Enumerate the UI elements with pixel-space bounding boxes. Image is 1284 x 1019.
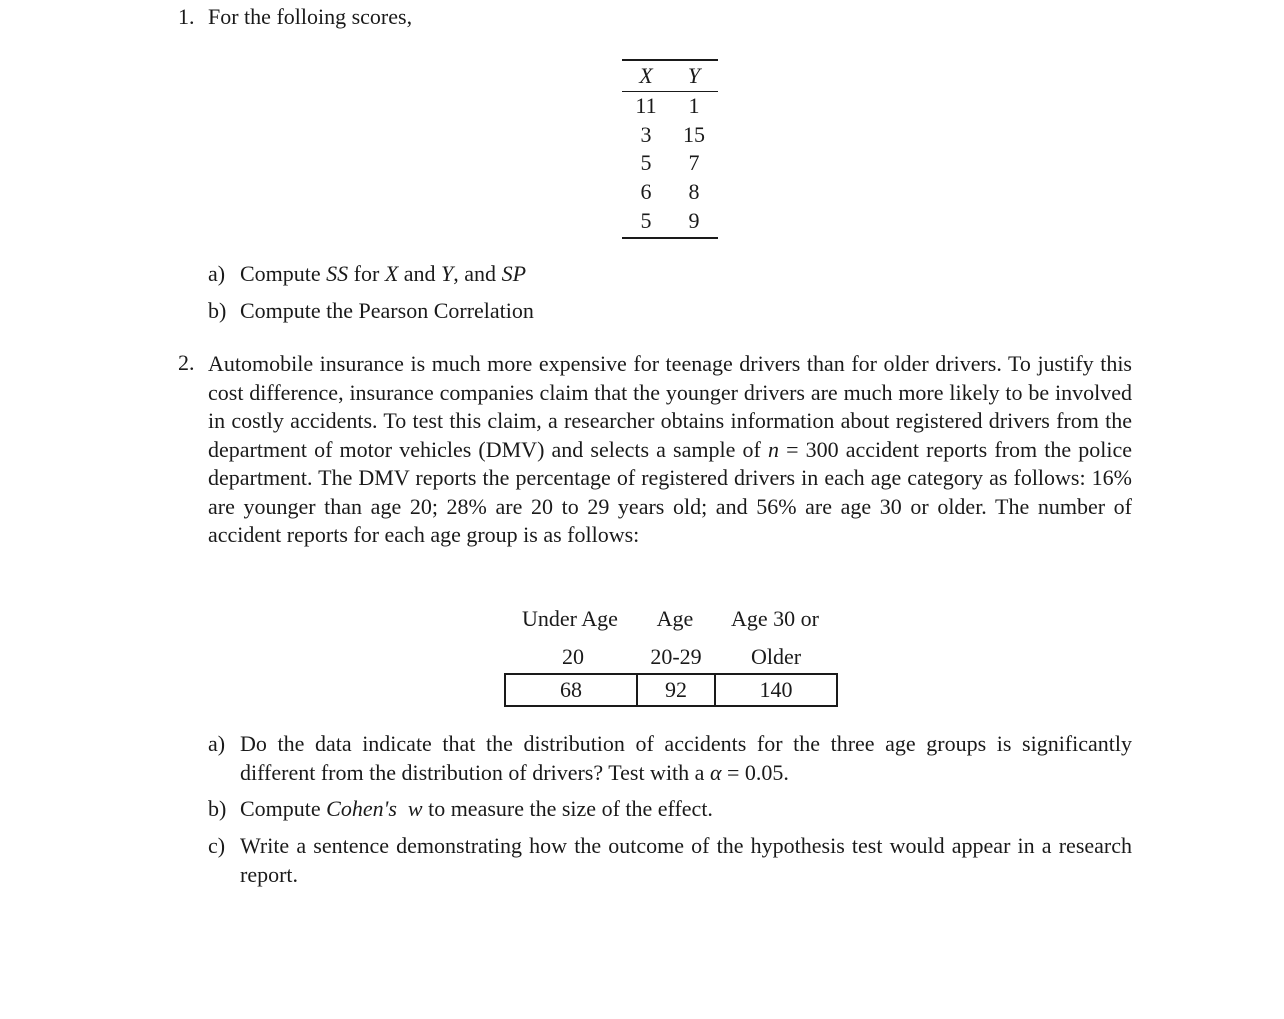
question-2-number: 2. xyxy=(178,350,195,375)
q1b-text: Compute the Pearson Correlation xyxy=(240,298,534,323)
table-row xyxy=(622,206,718,235)
question-2c-label: c) xyxy=(208,833,226,858)
question-2b xyxy=(208,795,1132,824)
q2a-text: Do the data indicate that the distribution of accidents for the three age groups is significantly different from the distribution of drivers? Test with a α = 0.05. xyxy=(240,731,1132,785)
xy-scores-table xyxy=(622,59,718,239)
under-age-header: Under Age xyxy=(522,606,618,631)
y-value: 7 xyxy=(688,150,700,176)
x-value: 5 xyxy=(640,207,652,233)
count-under-20: 68 xyxy=(560,677,582,702)
under-age-header-2: 20 xyxy=(562,644,584,669)
age-30-header-2: Older xyxy=(750,644,802,669)
y-value: 9 xyxy=(688,207,700,233)
count-20-29: 92 xyxy=(636,675,714,705)
q1a-text: Compute SS for X and Y, and SP xyxy=(240,261,527,286)
x-value: 5 xyxy=(640,150,652,176)
question-1-number: 1. xyxy=(178,4,195,29)
table-row xyxy=(622,149,718,178)
y-value: 8 xyxy=(688,179,700,205)
question-1b xyxy=(208,298,534,324)
count-30-older: 140 xyxy=(714,675,836,705)
table-row xyxy=(622,178,718,207)
y-column-header: Y xyxy=(687,63,701,88)
x-value: 11 xyxy=(635,93,657,119)
q2b-text: Compute Cohen's w to measure the size of the effect. xyxy=(240,796,713,821)
question-2a xyxy=(208,730,1132,787)
xy-table-header xyxy=(622,61,718,92)
y-value: 15 xyxy=(683,121,705,147)
y-value: 1 xyxy=(688,93,700,119)
q2c-text: Write a sentence demonstrating how the outcome of the hypothesis test would appear in a research report. xyxy=(240,833,1132,887)
table-row xyxy=(622,121,718,150)
question-2b-label: b) xyxy=(208,796,227,821)
x-value: 3 xyxy=(640,121,652,147)
question-2c xyxy=(208,832,1132,889)
question-1a-label: a) xyxy=(208,261,226,286)
question-1-intro: For the folloing scores, xyxy=(208,4,413,29)
x-column-header: X xyxy=(639,63,653,88)
age-header: Age xyxy=(656,606,694,631)
question-2a-label: a) xyxy=(208,731,226,756)
x-value: 6 xyxy=(640,179,652,205)
accident-counts-table xyxy=(504,673,838,707)
question-1b-label: b) xyxy=(208,298,227,323)
age-header-2: 20-29 xyxy=(650,644,702,669)
question-1a xyxy=(208,261,526,287)
age-30-header: Age 30 or xyxy=(731,606,819,631)
question-2-paragraph: Automobile insurance is much more expensive for teenage drivers than for older drivers. To justify this cost difference, insurance companies claim that the younger drivers are much more likely to be involved in costly accidents. To test this claim, a researcher obtains information about registered drivers from the department of motor vehicles (DMV) and selects a sample of n = 300 accident reports from the police department. The DMV reports the percentage of registered drivers in each age category as follows: 16% are younger than age 20; 28% are 20 to 29 years old; and 56% are age 30 or older. The number of accident reports for each age group is as follows: xyxy=(208,351,1132,547)
table-row xyxy=(622,92,718,121)
